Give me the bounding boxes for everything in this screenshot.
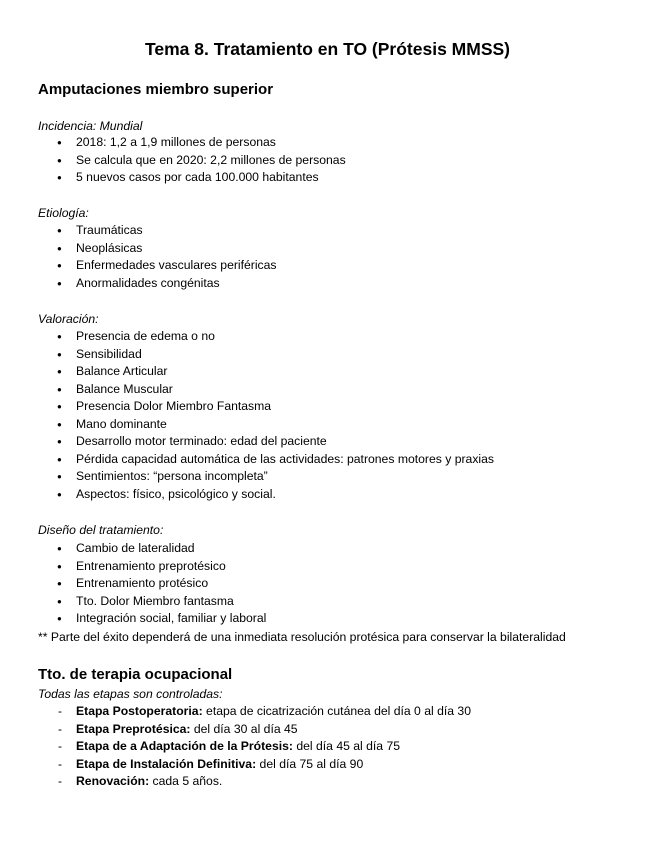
list-item: ● Se calcula que en 2020: 2,2 millones de personas bbox=[0, 152, 346, 170]
stage-item bbox=[0, 756, 471, 774]
list-item: ● Desarrollo motor terminado: edad del paciente bbox=[0, 433, 494, 451]
list-item: ● Presencia Dolor Miembro Fantasma bbox=[0, 398, 494, 416]
list-item: ● Aspectos: físico, psicológico y social. bbox=[0, 486, 494, 504]
diseno-list bbox=[0, 540, 266, 628]
stage-item bbox=[0, 703, 471, 721]
valoracion-label: Valoración: bbox=[38, 312, 99, 326]
bilateralidad-note: ** Parte del éxito dependerá de una inmediata resolución protésica para conservar la bilateralidad bbox=[38, 630, 566, 644]
list-item: ● Balance Muscular bbox=[0, 381, 494, 399]
list-item: ● Cambio de lateralidad bbox=[0, 540, 266, 558]
incidencia-label: Incidencia: Mundial bbox=[38, 119, 143, 133]
incidencia-list bbox=[0, 134, 346, 187]
diseno-label: Diseño del tratamiento: bbox=[38, 523, 164, 537]
list-item: ● Mano dominante bbox=[0, 416, 494, 434]
stage-item bbox=[0, 738, 471, 756]
stage-name: Etapa Preprotésica: bbox=[76, 721, 191, 736]
list-item: ● Sentimientos: “persona incompleta” bbox=[0, 468, 494, 486]
stage-name: Etapa Postoperatoria: bbox=[76, 704, 203, 718]
stage-name: Renovación: bbox=[76, 774, 150, 788]
list-item: ● Enfermedades vasculares periféricas bbox=[0, 257, 277, 275]
list-item: ● 5 nuevos casos por cada 100.000 habitantes bbox=[0, 169, 346, 187]
stage-text: cada 5 años. bbox=[149, 774, 223, 788]
section-heading-amputaciones: Amputaciones miembro superior bbox=[38, 81, 274, 98]
section-heading-terapia: Tto. de terapia ocupacional bbox=[38, 666, 233, 683]
list-item: ● Integración social, familiar y laboral bbox=[0, 610, 266, 628]
list-item: ● Tto. Dolor Miembro fantasma bbox=[0, 593, 266, 611]
etiologia-list bbox=[0, 222, 277, 292]
stage-text: etapa de cicatrización cutánea del día 0 al día 30 bbox=[202, 704, 471, 718]
stage-text: del día 45 al día 75 bbox=[292, 739, 401, 753]
list-item: ● Entrenamiento preprotésico bbox=[0, 558, 266, 576]
stage-name: Etapa de a Adaptación de la Prótesis: bbox=[76, 739, 293, 753]
list-item: ● Balance Articular bbox=[0, 363, 494, 381]
stages-caption: Todas las etapas son controladas: bbox=[38, 687, 223, 701]
list-item: ● Sensibilidad bbox=[0, 346, 494, 364]
stage-text: del día 75 al día 90 bbox=[256, 756, 364, 771]
valoracion-list bbox=[0, 328, 494, 503]
stages-list bbox=[0, 703, 471, 791]
list-item: ● Anormalidades congénitas bbox=[0, 275, 277, 293]
list-item: ● Presencia de edema o no bbox=[0, 328, 494, 346]
page-title: Tema 8. Tratamiento en TO (Prótesis MMSS) bbox=[145, 39, 510, 59]
list-item: ● Neoplásicas bbox=[0, 240, 277, 258]
list-item: ● Entrenamiento protésico bbox=[0, 575, 266, 593]
list-item: ● Traumáticas bbox=[0, 222, 277, 240]
stage-item bbox=[0, 721, 471, 739]
list-item: ● Pérdida capacidad automática de las actividades: patrones motores y praxias bbox=[0, 451, 494, 469]
stage-item bbox=[0, 773, 471, 791]
stage-text: del día 30 al día 45 bbox=[190, 721, 298, 736]
list-item: ● 2018: 1,2 a 1,9 millones de personas bbox=[0, 134, 346, 152]
stage-name: Etapa de Instalación Definitiva: bbox=[76, 756, 257, 771]
etiologia-label: Etiología: bbox=[38, 206, 89, 220]
